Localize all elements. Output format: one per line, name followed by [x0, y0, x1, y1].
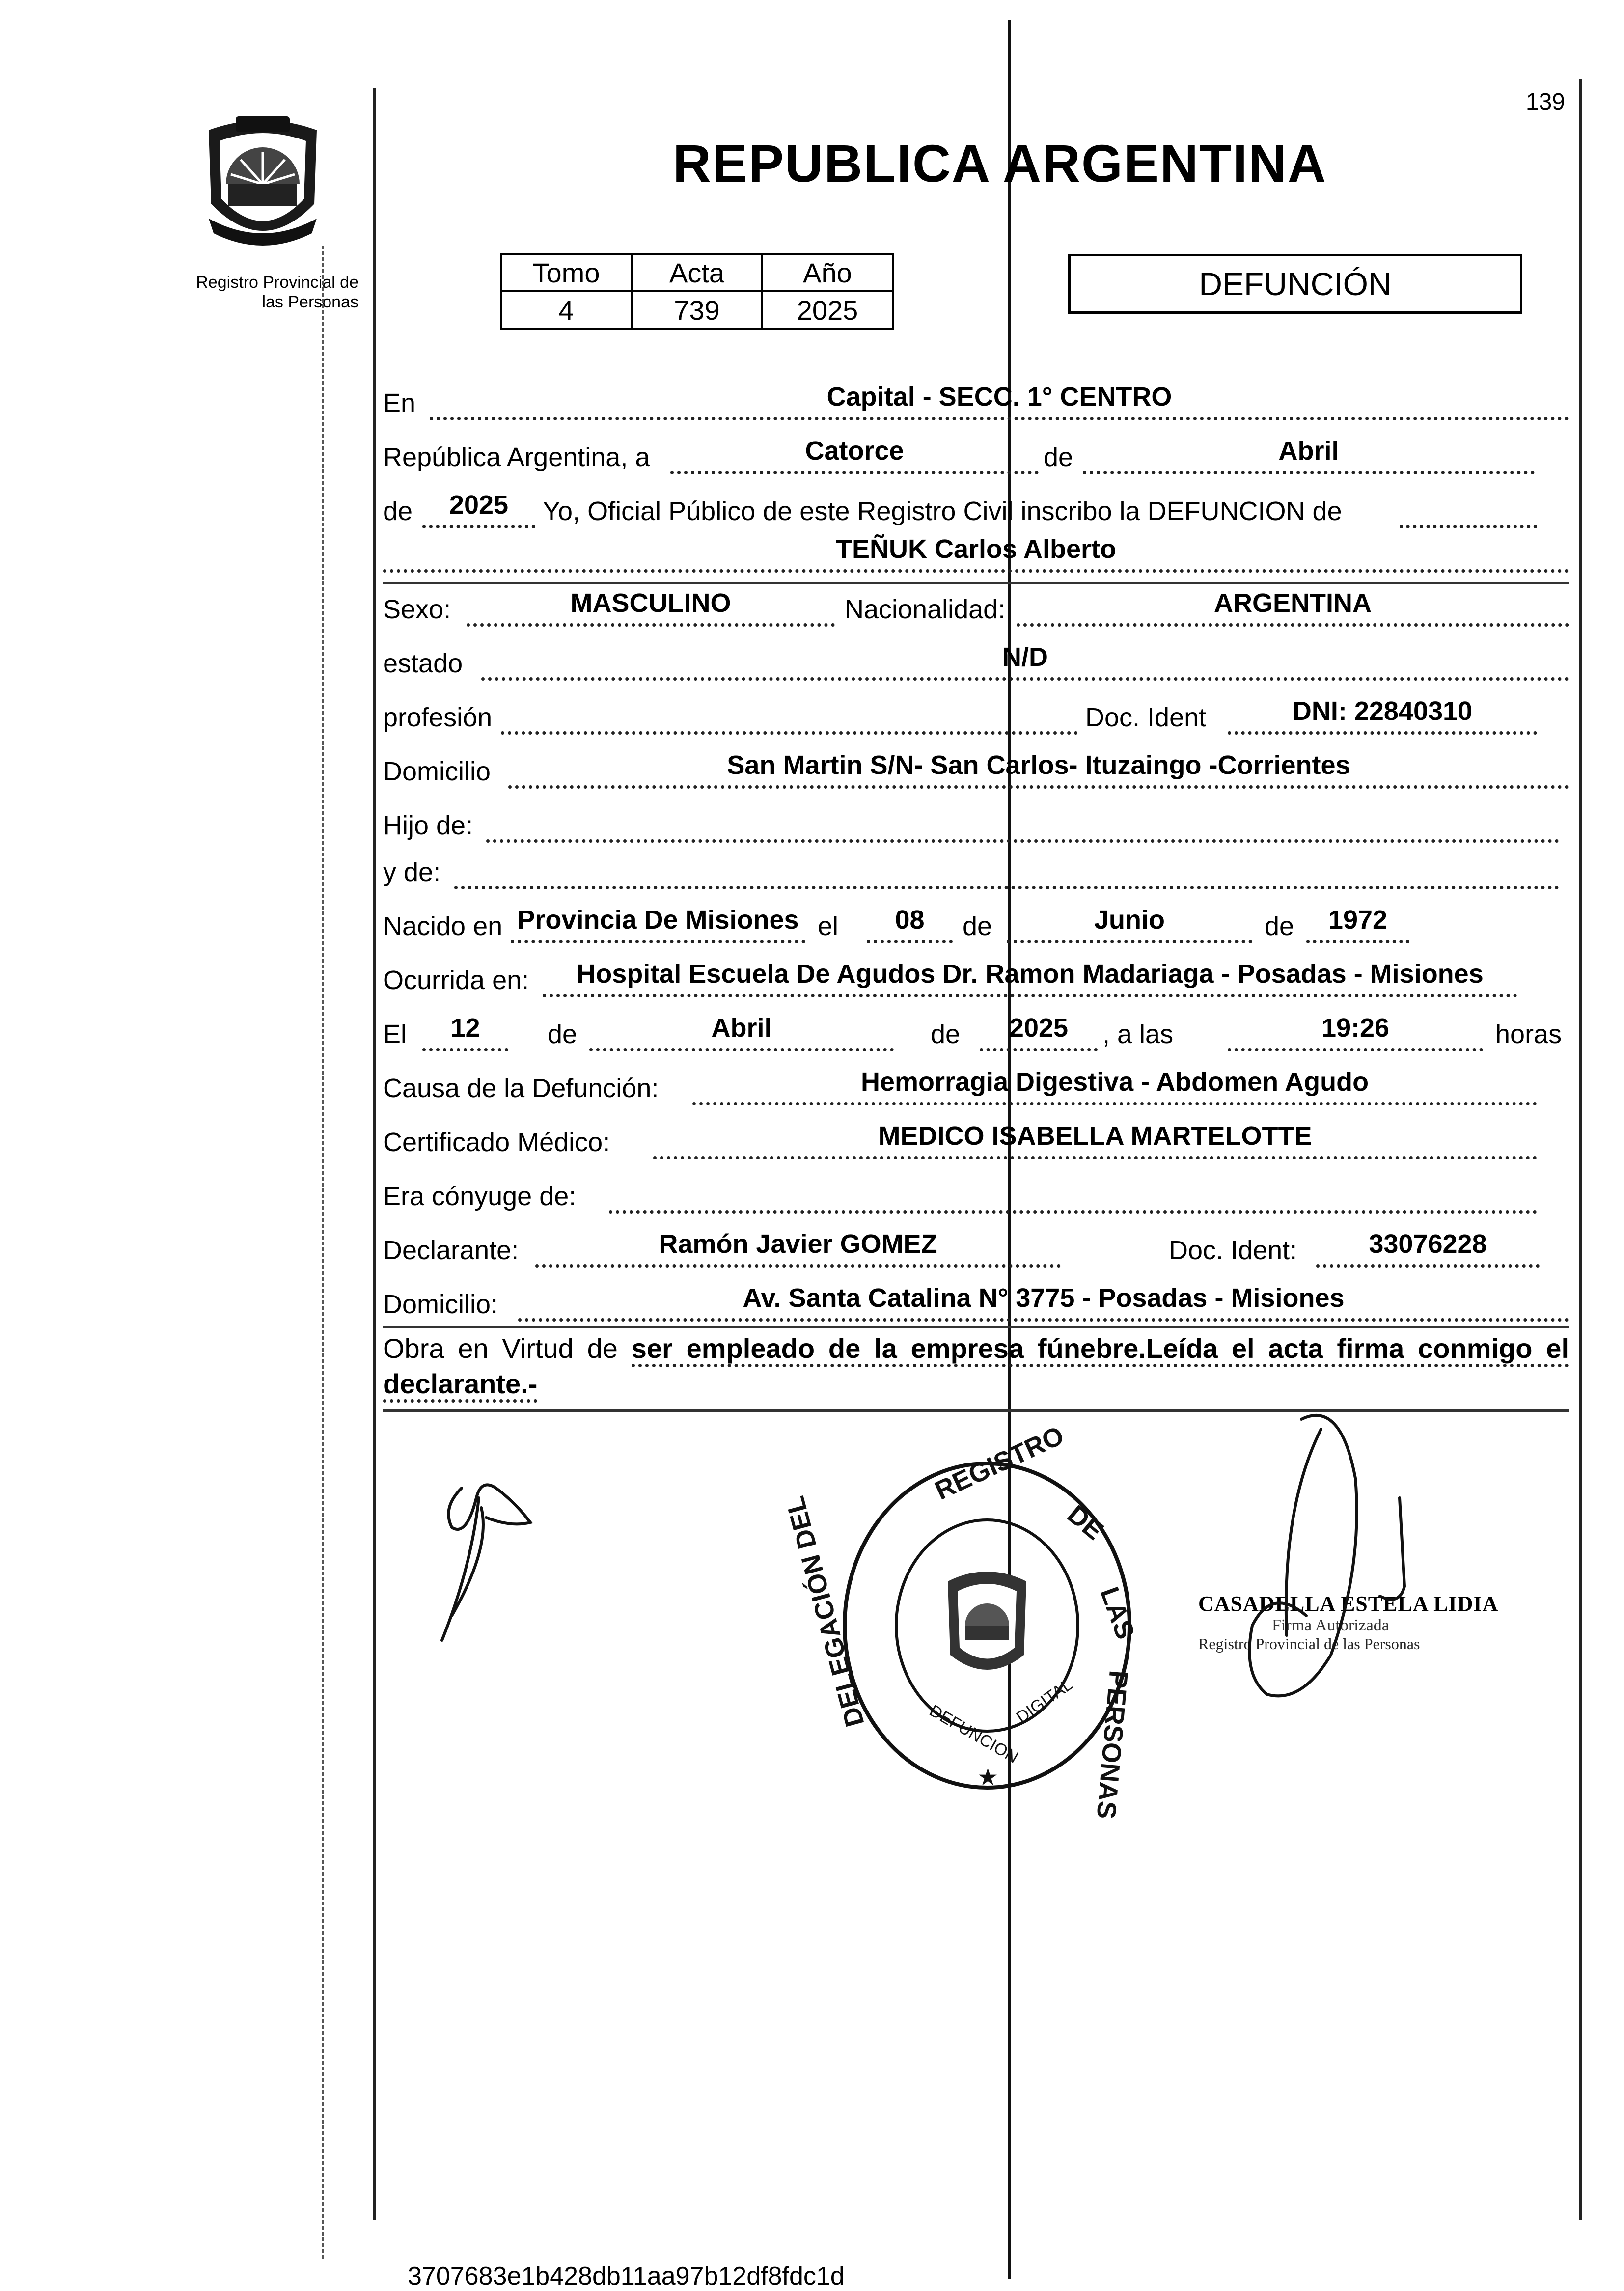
label-estado: estado: [383, 649, 463, 678]
label-de: de: [1044, 442, 1073, 472]
svg-text:DEFUNCION: DEFUNCION: [926, 1701, 1022, 1767]
lugar-value: Capital - SECC. 1° CENTRO: [430, 380, 1569, 420]
domicilio-value: San Martin S/N- San Carlos- Ituzaingo -Corrientes: [508, 748, 1569, 789]
svg-text:LAS: LAS: [1094, 1583, 1141, 1643]
estado-value: N/D: [481, 640, 1569, 681]
svg-text:REGISTRO: REGISTRO: [930, 1420, 1069, 1506]
dni-value: DNI: 22840310: [1228, 694, 1537, 735]
row-domicilio2: [383, 1284, 1569, 1325]
y-de-value: [454, 849, 1559, 889]
certificado-value: MEDICO ISABELLA MARTELOTTE: [653, 1119, 1537, 1159]
right-margin-line: [1579, 79, 1582, 2220]
row-en: [383, 383, 1569, 424]
label-declarante: Declarante:: [383, 1236, 519, 1265]
label-sexo: Sexo:: [383, 595, 451, 624]
page-title: REPUBLICA ARGENTINA: [673, 134, 1327, 193]
stamp-org: Registro Provincial de las Personas: [1198, 1635, 1420, 1653]
label-de: de: [383, 497, 413, 526]
conyuge-value: [609, 1173, 1537, 1214]
label-profesion: profesión: [383, 703, 493, 732]
row-fecha-defuncion: [383, 1014, 1569, 1055]
row-anio: [383, 491, 1569, 532]
divider: [383, 1326, 1569, 1328]
label-en: En: [383, 388, 416, 418]
registry-name: Registro Provincial de las Personas: [196, 273, 358, 311]
divider: [383, 582, 1569, 584]
tomo-value: 4: [501, 291, 632, 329]
nacido-en-value: Provincia De Misiones: [511, 903, 805, 943]
row-fecha: [383, 437, 1569, 478]
label-conyuge: Era cónyuge de:: [383, 1182, 577, 1211]
document-type-box: DEFUNCIÓN: [1068, 254, 1522, 314]
hijo-de-value: [486, 802, 1559, 843]
label-a-las: , a las: [1102, 1020, 1174, 1049]
anio-header: Año: [762, 254, 893, 291]
row-estado: [383, 643, 1569, 685]
nacido-mes-value: Junio: [1007, 903, 1252, 943]
label-de: de: [931, 1020, 961, 1049]
label-domicilio2: Domicilio:: [383, 1290, 498, 1319]
obra-value: ser empleado de la empresa fúnebre.Leída el acta firma conmigo el declarante.-: [383, 1333, 1569, 1403]
def-dia-value: 12: [422, 1011, 508, 1051]
profesion-value: [501, 694, 1078, 735]
declarante-doc-value: 33076228: [1316, 1227, 1540, 1268]
page-number: 139: [1525, 89, 1565, 115]
left-margin-line: [373, 88, 376, 2220]
record-table: [500, 253, 894, 330]
def-hora-value: 19:26: [1228, 1011, 1483, 1051]
mes-texto-value: Abril: [1083, 434, 1535, 474]
label-y-de: y de:: [383, 857, 441, 887]
declarante-signature-icon: [432, 1468, 560, 1655]
label-de: de: [963, 911, 992, 941]
label-causa: Causa de la Defunción:: [383, 1074, 659, 1103]
def-anio-value: 2025: [980, 1011, 1098, 1051]
label-doc-ident: Doc. Ident: [1085, 703, 1207, 732]
label-ocurrida-en: Ocurrida en:: [383, 966, 529, 995]
document-hash: 3707683e1b428db11aa97b12df8fdc1d: [408, 2262, 845, 2291]
label-domicilio: Domicilio: [383, 757, 491, 786]
label-nacido-en: Nacido en: [383, 911, 503, 941]
row-nombre: [383, 535, 1569, 577]
declarante-value: Ramón Javier GOMEZ: [535, 1227, 1061, 1268]
label-horas: horas: [1495, 1020, 1562, 1049]
nacido-anio-value: 1972: [1306, 903, 1409, 943]
official-signature-icon: [1193, 1380, 1468, 1812]
svg-text:DE: DE: [1062, 1499, 1109, 1546]
nombre-value: TEÑUK Carlos Alberto: [383, 532, 1569, 573]
def-mes-value: Abril: [589, 1011, 894, 1051]
label-el: el: [818, 911, 839, 941]
row-y-de: [383, 852, 1569, 893]
ocurrida-en-value: Hospital Escuela De Agudos Dr. Ramon Madariaga - Posadas - Misiones: [543, 957, 1517, 997]
row-sexo: [383, 589, 1569, 631]
label-doc-ident2: Doc. Ident:: [1169, 1236, 1297, 1265]
dia-texto-value: Catorce: [670, 434, 1039, 474]
label-de: de: [1265, 911, 1294, 941]
label-nacionalidad: Nacionalidad:: [845, 595, 1006, 624]
row-causa: [383, 1068, 1569, 1109]
acta-header: Acta: [632, 254, 762, 291]
svg-text:★: ★: [977, 1764, 999, 1791]
label-obra: Obra en Virtud de: [383, 1333, 618, 1364]
row-nacido: [383, 906, 1569, 947]
label-de: de: [548, 1020, 578, 1049]
svg-text:DIGITAL: DIGITAL: [1013, 1675, 1076, 1727]
row-certificado: [383, 1122, 1569, 1163]
label-republica: República Argentina, a: [383, 442, 650, 472]
acta-value: 739: [632, 291, 762, 329]
row-conyuge: [383, 1176, 1569, 1217]
row-profesion: [383, 697, 1569, 739]
tomo-header: Tomo: [501, 254, 632, 291]
label-el-cap: El: [383, 1020, 407, 1049]
nacido-dia-value: 08: [867, 903, 953, 943]
anio-value: 2025: [422, 488, 535, 528]
registro-seal-icon: [780, 1420, 1141, 1821]
label-yo-oficial: Yo, Oficial Público de este Registro Civil inscribo la DEFUNCION de: [543, 497, 1342, 526]
blank-fill: [1400, 488, 1537, 528]
row-ocurrida: [383, 960, 1569, 1001]
nacionalidad-value: ARGENTINA: [1017, 586, 1569, 627]
label-hijo-de: Hijo de:: [383, 811, 473, 840]
stamp-name: CASADELLA ESTELA LIDIA: [1198, 1592, 1499, 1616]
sexo-value: MASCULINO: [467, 586, 835, 627]
causa-value: Hemorragia Digestiva - Abdomen Agudo: [692, 1065, 1537, 1105]
anio-value: 2025: [762, 291, 893, 329]
row-hijo-de: [383, 805, 1569, 847]
declarante-domicilio-value: Av. Santa Catalina N° 3775 - Posadas - Misiones: [518, 1281, 1569, 1322]
perforation-line: [322, 246, 326, 2259]
row-declarante: [383, 1230, 1569, 1271]
label-certificado: Certificado Médico:: [383, 1128, 610, 1157]
svg-text:PERSONAS: PERSONAS: [1091, 1669, 1133, 1821]
svg-text:DELEGACIÓN DEL: DELEGACIÓN DEL: [780, 1493, 870, 1730]
row-domicilio: [383, 751, 1569, 793]
stamp-role: Firma Autorizada: [1272, 1616, 1389, 1634]
provincia-misiones-logo-icon: [189, 110, 336, 258]
